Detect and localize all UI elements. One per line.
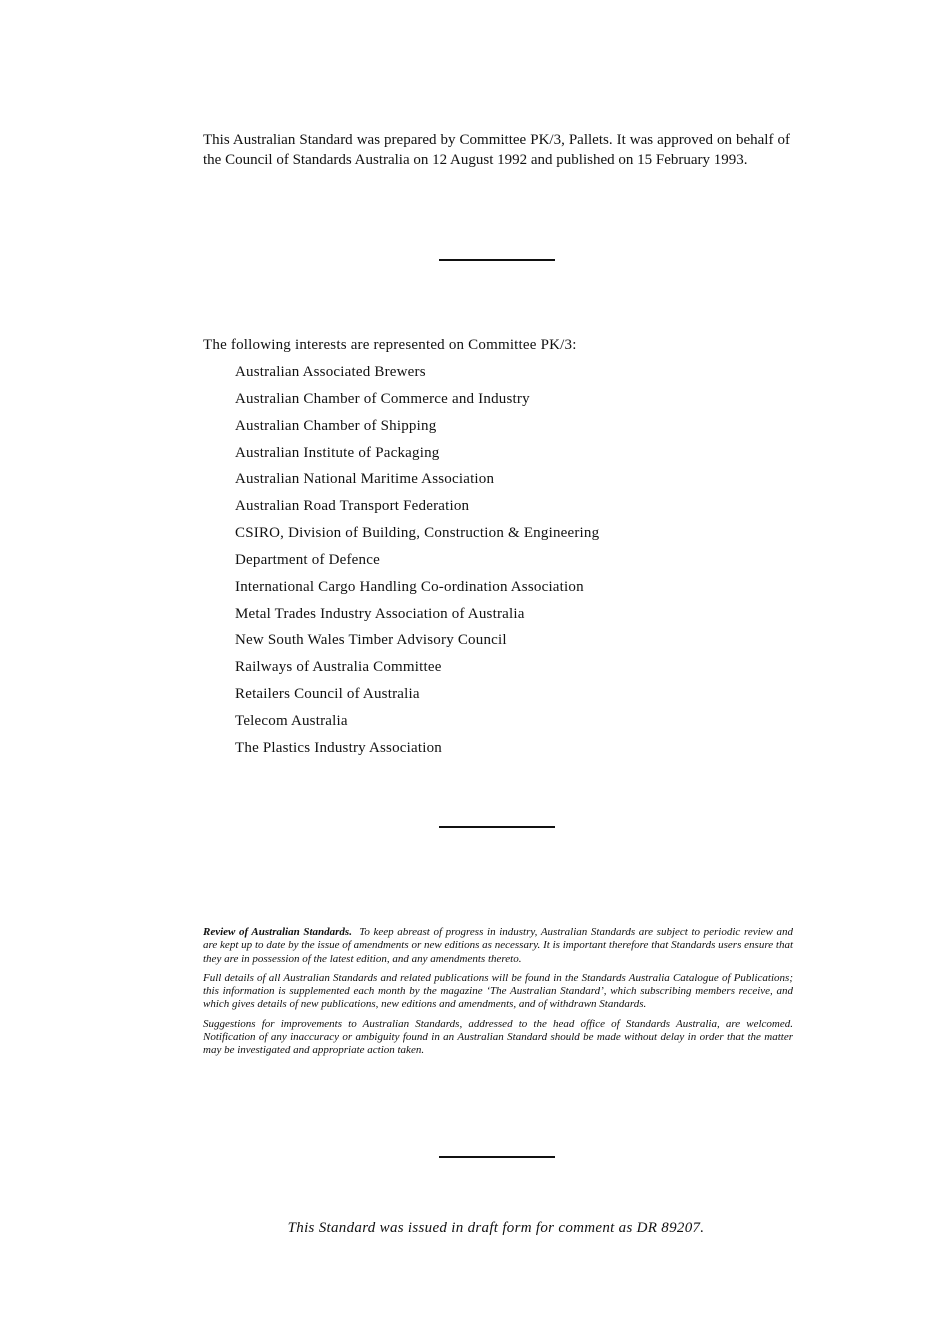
- section-divider: [439, 1156, 555, 1158]
- suggestions-paragraph: Suggestions for improvements to Australian Standards, addressed to the head office of Standards Australia, are welcomed. Notification of any inaccuracy or ambiguity found in an Australian Standard should be made without delay in order that the matter may be investigated and appropriate action taken.: [203, 1017, 793, 1057]
- review-lead: Review of Australian Standards.: [203, 926, 352, 938]
- review-notice: [203, 926, 793, 1064]
- review-text: To keep abreast of progress in industry, Australian Standards are subject to periodic review and are kept up to date by the issue of amendments or new editions as necessary. It is important therefore that Standards users ensure that they are in possession of the latest edition, and any amendments thereto.: [203, 926, 793, 965]
- list-item: Department of Defence: [235, 551, 380, 568]
- draft-note: This Standard was issued in draft form for comment as DR 89207.: [287, 1220, 705, 1236]
- list-item: Australian Institute of Packaging: [235, 444, 440, 461]
- list-item: International Cargo Handling Co-ordination Association: [235, 578, 584, 595]
- list-item: The Plastics Industry Association: [235, 739, 442, 756]
- review-paragraph: [203, 926, 793, 966]
- section-divider: [439, 826, 555, 828]
- list-item: Australian Chamber of Commerce and Industry: [235, 390, 530, 407]
- interests-heading: The following interests are represented on Committee PK/3:: [203, 337, 577, 353]
- preparation-statement: This Australian Standard was prepared by Committee PK/3, Pallets. It was approved on behalf of the Council of Standards Australia on 12 August 1992 and published on 15 February 1993.: [203, 132, 790, 168]
- interests-list: [235, 362, 599, 765]
- list-item: Australian Chamber of Shipping: [235, 417, 437, 434]
- section-divider: [439, 259, 555, 261]
- list-item: Railways of Australia Committee: [235, 659, 442, 676]
- list-item: Retailers Council of Australia: [235, 686, 420, 703]
- list-item: Telecom Australia: [235, 712, 348, 729]
- list-item: New South Wales Timber Advisory Council: [235, 632, 507, 649]
- catalogue-paragraph: Full details of all Australian Standards and related publications will be found in the Standards Australia Catalogue of Publications; this information is supplemented each month by the magazine ‘The Australian Standard’, which subscribing members receive, and which gives details of new publications, new editions and amendments, and of withdrawn Standards.: [203, 971, 793, 1011]
- list-item: Metal Trades Industry Association of Australia: [235, 605, 525, 622]
- list-item: CSIRO, Division of Building, Construction & Engineering: [235, 525, 600, 542]
- list-item: Australian Associated Brewers: [235, 364, 426, 380]
- list-item: Australian National Maritime Association: [235, 471, 495, 488]
- list-item: Australian Road Transport Federation: [235, 498, 470, 515]
